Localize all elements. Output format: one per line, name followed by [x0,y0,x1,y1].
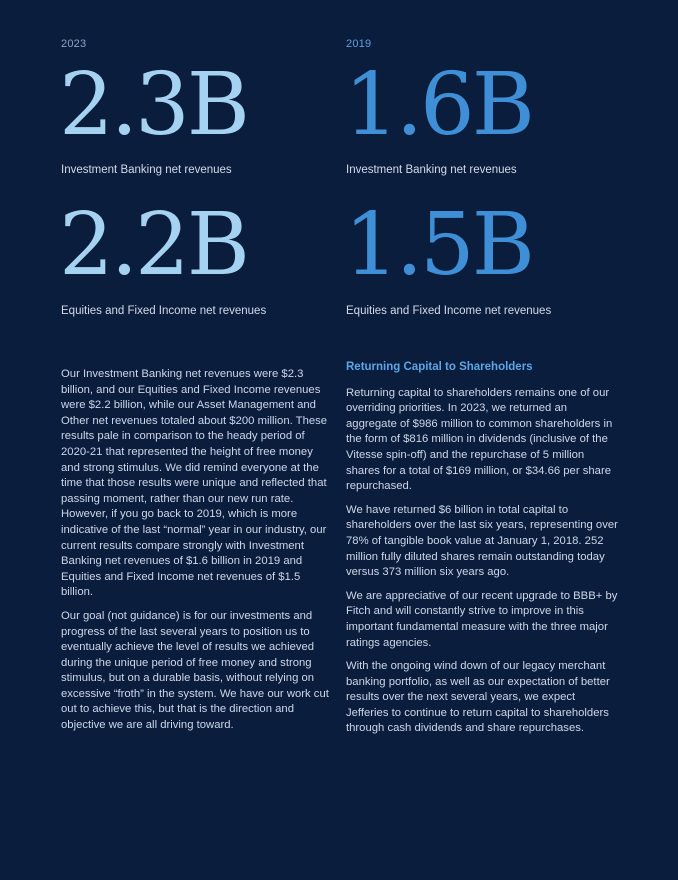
year-label-2019: 2019 [346,38,372,50]
year-label-2023: 2023 [61,38,87,50]
stat-value-ib-2023: 2.3B [59,55,247,155]
right-paragraph-1: Returning capital to shareholders remains one of our overriding priorities. In 2023, we returned an aggregate of $986 million to common shareholders in the form of $816 million in dividends (inclusive of the Vitesse spin-off) and the repurchase of 5 million shares for a total of $169 million, or $34.66 per share repurchased. [346,386,613,493]
right-paragraph-3: We are appreciative of our recent upgrade to BBB+ by Fitch and will constantly strive to improve in this important fundamental measure with the three major ratings agencies. [346,589,618,649]
stat-value-efi-2023: 2.2B [59,195,247,295]
right-body-column [346,360,618,745]
stat-label-efi-2019: Equities and Fixed Income net revenues [346,305,552,317]
left-body-column [61,367,333,742]
section-heading-returning-capital: Returning Capital to Shareholders [346,361,533,373]
stat-label-efi-2023: Equities and Fixed Income net revenues [61,305,267,317]
left-paragraph-2: Our goal (not guidance) is for our investments and progress of the last several years to position us to eventually achieve the level of results we achieved during the unique period of free money and strong stimulus, but on a durable basis, without relying on excessive “froth” in the system. We have our work cut out to achieve this, but that is the direction and objective we are all driving toward. [61,609,329,732]
stat-value-ib-2019: 1.6B [344,55,532,155]
right-paragraph-4: With the ongoing wind down of our legacy merchant banking portfolio, as well as our expectation of better results over the next several years, we expect Jefferies to continue to return capital to shareholders through cash dividends and share repurchases. [346,660,610,735]
stat-label-ib-2019: Investment Banking net revenues [346,164,517,176]
stat-label-ib-2023: Investment Banking net revenues [61,164,232,176]
left-paragraph-1: Our Investment Banking net revenues were $2.3 billion, and our Equities and Fixed Income revenues were $2.2 billion, while our Asset Management and Other net revenues totaled about $200 million. These results pale in comparison to the heady period of 2020-21 that represented the height of free money and strong stimulus. We did remind everyone at the time that those results were unique and reflected that passing moment, rather than our new run rate. However, if you go back to 2019, which is more indicative of the last “normal” year in our industry, our current results compare strongly with Investment Banking net revenues of $1.6 billion in 2019 and Equities and Fixed Income net revenues of $1.5 billion. [61,368,328,599]
stat-value-efi-2019: 1.5B [344,195,532,295]
right-paragraph-2: We have returned $6 billion in total capital to shareholders over the last six years, representing over 78% of tangible book value at January 1, 2018. 252 million fully diluted shares remain outstanding today versus 373 million six years ago. [346,503,618,579]
